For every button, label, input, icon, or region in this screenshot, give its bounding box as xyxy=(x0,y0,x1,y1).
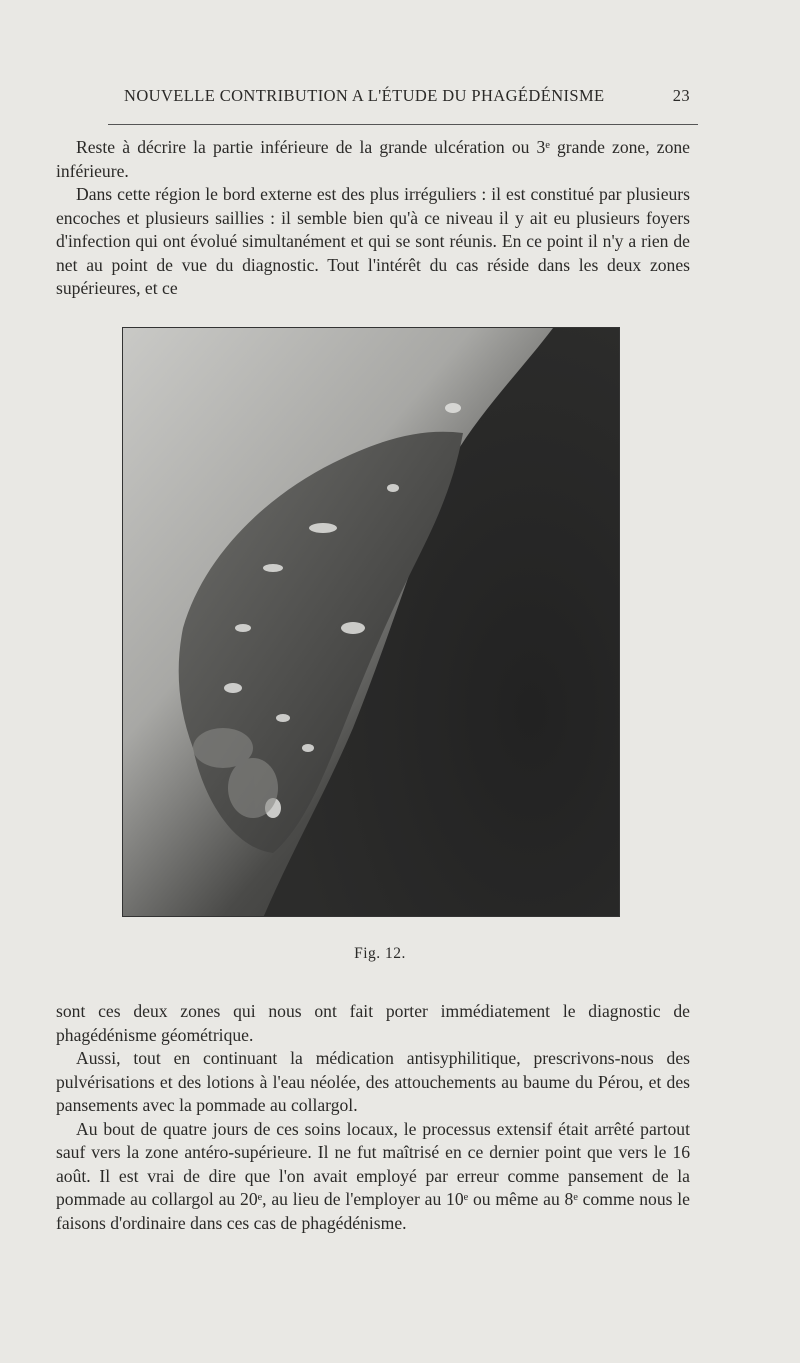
paragraph: Au bout de quatre jours de ces soins locaux, le processus extensif était arrêté partout sauf vers la zone antéro-supérieure. Il ne fut maîtrisé en ce dernier point que vers le 16 août. Il est vrai de dire que l'on avait employé par erreur comme pansement de la pommade au collargol au 20ᵉ, au lieu de l'employer au 10ᵉ ou même au 8ᵉ comme nous le faisons d'ordinaire dans ces cas de phagédénisme. xyxy=(56,1118,690,1233)
figure-caption: Fig. 12. xyxy=(354,945,406,962)
text-block-after-figure xyxy=(56,1000,690,1235)
paragraph: Aussi, tout en continuant la médication antisyphilitique, prescrivons-nous des pulvérisations et des lotions à l'eau néolée, des attouchements au baume du Pérou, et des pansements avec la pommade au collargol. xyxy=(56,1048,690,1115)
clinical-photograph xyxy=(122,327,620,917)
paragraph: Reste à décrire la partie inférieure de la grande ulcération ou 3ᵉ grande zone, zone inférieure. xyxy=(56,137,690,181)
paragraph: Dans cette région le bord externe est des plus irréguliers : il est constitué par plusieurs encoches et plusieurs saillies : il semble bien qu'à ce niveau il y ait eu plusieurs foyers d'infection qui ont évolué simultanément et qui se sont réunis. En ce point il n'y a rien de net au point de vue du diagnostic. Tout l'intérêt du cas réside dans les deux zones supérieures, et ce xyxy=(56,184,690,298)
paragraph: sont ces deux zones qui nous ont fait porter immédiatement le diagnostic de phagédénisme géométrique. xyxy=(56,1001,690,1045)
running-title: NOUVELLE CONTRIBUTION A L'ÉTUDE DU PHAGÉDÉNISME xyxy=(124,86,605,105)
text-block-before-figure xyxy=(56,136,690,301)
page-number: 23 xyxy=(672,86,690,105)
header-rule xyxy=(108,124,698,125)
